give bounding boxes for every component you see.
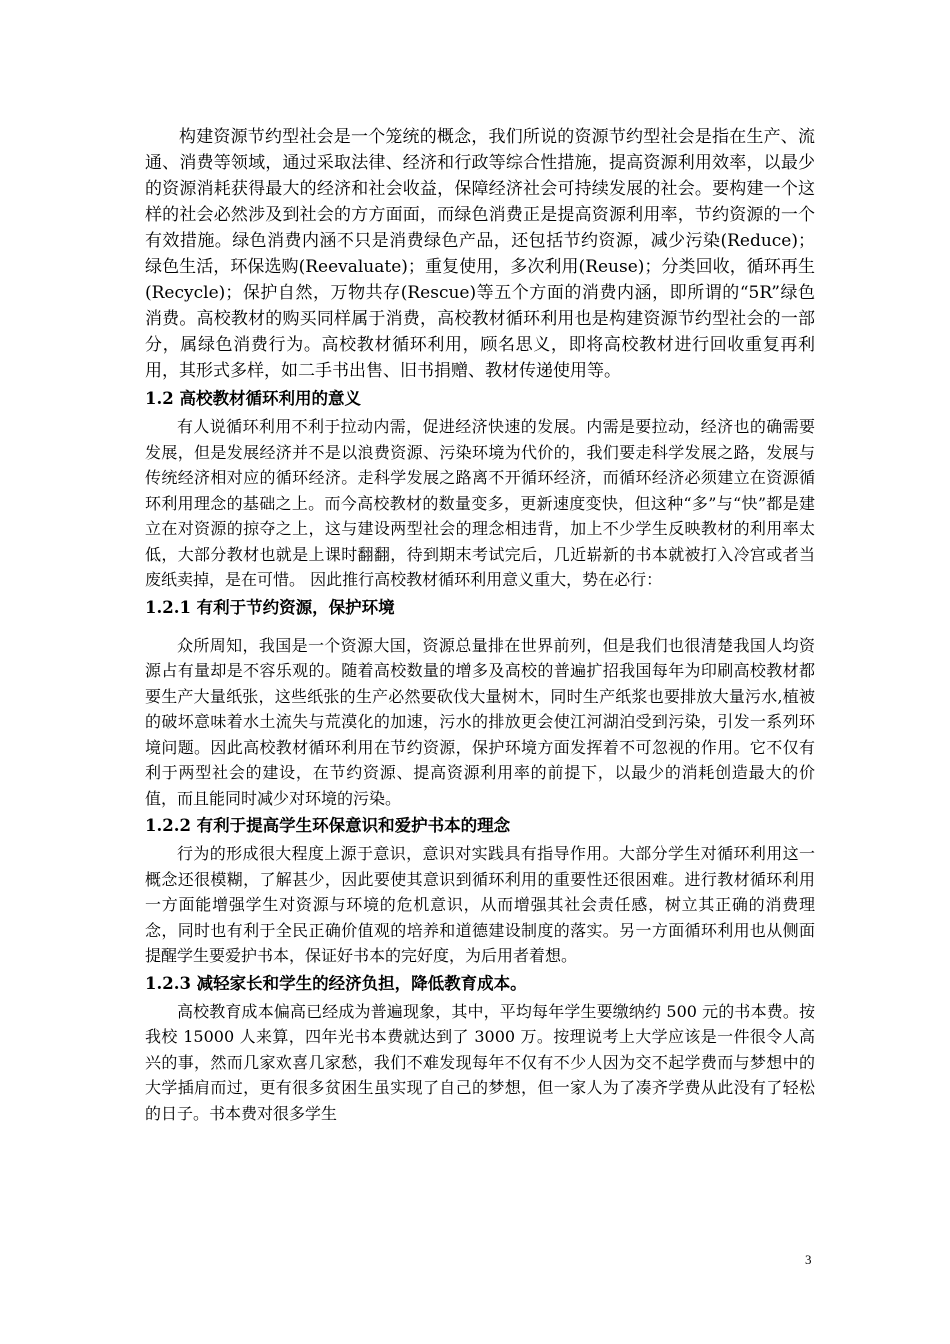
significance-paragraph: 有人说循环利用不利于拉动内需，促进经济快速的发展。内需是要拉动，经济也的确需要发展，但是发展经济并不是以浪费资源、污染环境为代价的，我们要走科学发展之路，发展与传统经济相对应的循环经济。走科学发展之路离不开循环经济，而循环经济必须建立在资源循环利用理念的基础之上。而今高校教材的数量变多，更新速度变快，但这种“多”与“快”都是建立在对资源的掠夺之上，这与建设两型社会的理念相违背，加上不少学生反映教材的利用率太低，大部分教材也就是上课时翻翻，待到期末考试完后，几近崭新的书本就被打入冷宫或者当废纸卖掉，是在可惜。 因此推行高校教材循环利用意义重大，势在必行： [145, 417, 815, 589]
section-heading-1-2-2: 1.2.2 有利于提高学生环保意识和爱护书本的理念 [145, 816, 511, 835]
resources-paragraph: 众所周知，我国是一个资源大国，资源总量排在世界前列，但是我们也很清楚我国人均资源占有量却是不容乐观的。随着高校数量的增多及高校的普遍扩招我国每年为印刷高校教材都要生产大量纸张，这些纸张的生产必然要砍伐大量树木，同时生产纸浆也要排放大量污水,植被的破坏意味着水土流失与荒漠化的加速，污水的排放更会使江河湖泊受到污染，引发一系列环境问题。因此高校教材循环利用在节约资源，保护环境方面发挥着不可忽视的作用。它不仅有利于两型社会的建设，在节约资源、提高资源利用率的前提下，以最少的消耗创造最大的价值，而且能同时减少对环境的污染。 [145, 635, 815, 808]
awareness-paragraph: 行为的形成很大程度上源于意识，意识对实践具有指导作用。大部分学生对循环利用这一概念还很模糊，了解甚少，因此要使其意识到循环利用的重要性还很困难。进行教材循环利用一方面能增强学生对资源与环境的危机意识，从而增强其社会责任感，树立其正确的消费理念，同时也有利于全民正确价值观的培养和道德建设制度的落实。另一方面循环利用也从侧面提醒学生要爱护书本，保证好书本的完好度，为后用者着想。 [145, 844, 815, 965]
page-number: 3 [805, 1252, 812, 1267]
section-heading-1-2: 1.2 高校教材循环利用的意义 [145, 389, 361, 408]
spacer [145, 623, 815, 633]
section-heading-1-2-3: 1.2.3 减轻家长和学生的经济负担，降低教育成本。 [145, 973, 527, 993]
section-heading-1-2-1: 1.2.1 有利于节约资源，保护环境 [145, 597, 395, 617]
cost-paragraph: 高校教育成本偏高已经成为普遍现象，其中，平均每年学生要缴纳约 500 元的书本费。按我校 15000 人来算，四年光书本费就达到了 3000 万。按理说考上大学应该是一件很令人高兴的事，然而几家欢喜几家愁，我们不难发现每年不仅有不少人因为交不起学费而与梦想中的大学插肩而过，更有很多贫困生虽实现了自己的梦想，但一家人为了凑齐学费从此没有了轻松的日子。书本费对很多学生 [145, 1001, 815, 1123]
intro-paragraph: 构建资源节约型社会是一个笼统的概念，我们所说的资源节约型社会是指在生产、流通、消费等领域，通过采取法律、经济和行政等综合性措施，提高资源利用效率，以最少的资源消耗获得最大的经济和社会收益，保障经济社会可持续发展的社会。要构建一个这样的社会必然涉及到社会的方方面面，而绿色消费正是提高资源利用率，节约资源的一个有效措施。绿色消费内涵不只是消费绿色产品，还包括节约资源，减少污染(Reduce)；绿色生活，环保选购(Reevaluate)；重复使用，多次利用(Reuse)；分类回收，循环再生(Recycle)；保护自然，万物共存(Rescue)等五个方面的消费内涵，即所谓的“5R”绿色消费。高校教材的购买同样属于消费，高校教材循环利用也是构建资源节约型社会的一部分，属绿色消费行为。高校教材循环利用，顾名思义，即将高校教材进行回收重复再利用，其形式多样，如二手书出售、旧书捐赠、教材传递使用等。 [145, 127, 815, 381]
page-body [145, 124, 815, 1126]
